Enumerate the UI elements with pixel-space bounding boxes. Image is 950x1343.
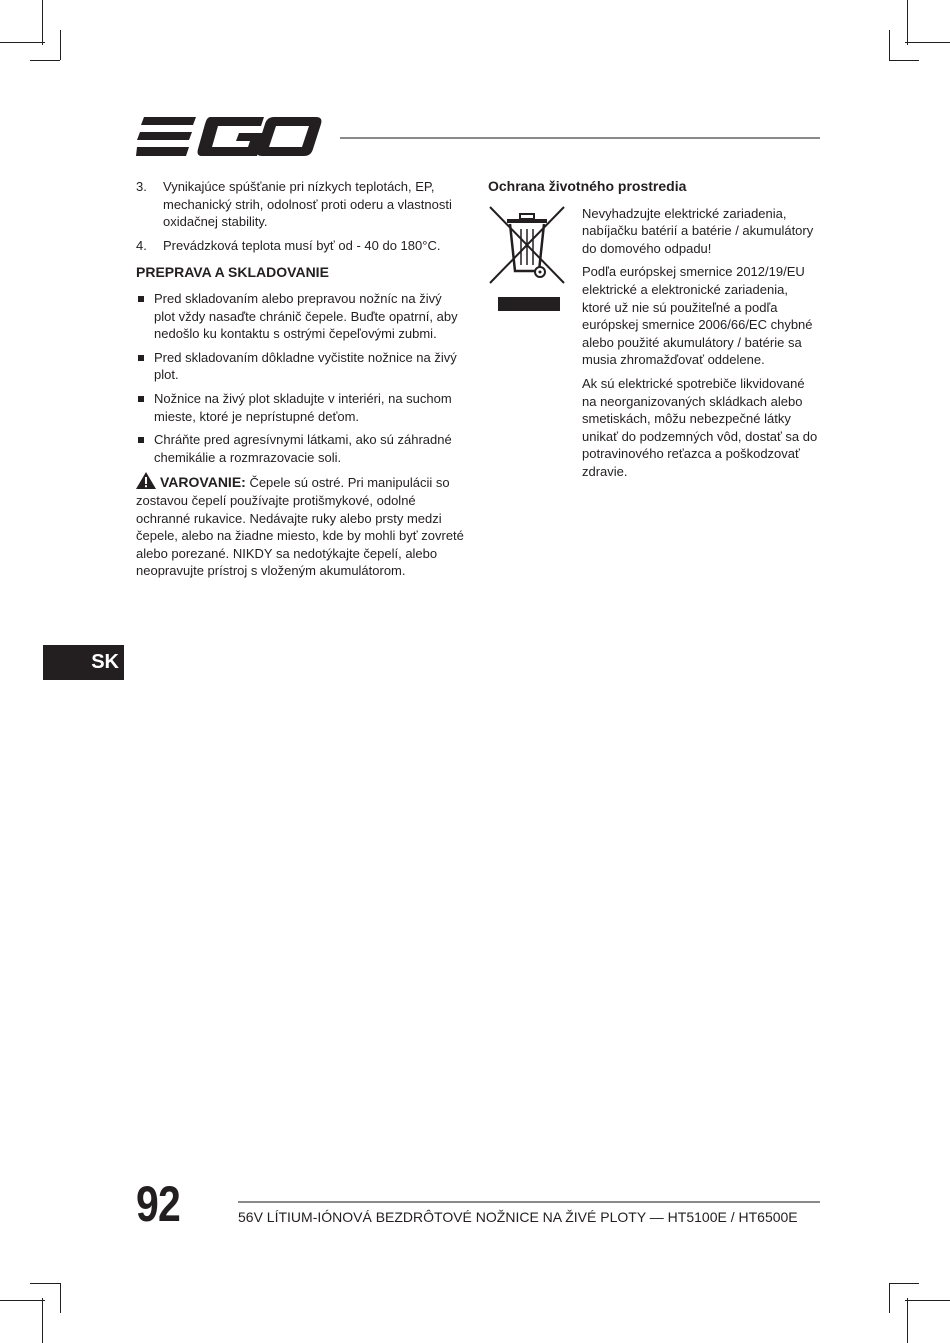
warning-paragraph — [136, 472, 466, 580]
warning-triangle-icon — [136, 472, 156, 489]
crop-mark — [60, 30, 61, 60]
header-rule — [340, 137, 820, 139]
crop-mark — [907, 1298, 908, 1343]
bullet-square-icon — [138, 296, 144, 302]
crop-mark — [889, 30, 890, 60]
bullet-item — [136, 290, 466, 343]
bullet-square-icon — [138, 437, 144, 443]
crop-mark — [42, 0, 43, 45]
footer-title: 56V LÍTIUM-IÓNOVÁ BEZDRÔTOVÉ NOŽNICE NA ŽIVÉ PLOTY — HT5100E / HT6500E — [238, 1209, 798, 1225]
bullet-text: Pred skladovaním alebo prepravou nožníc na živý plot vždy nasaďte chránič čepele. Buďte opatrní, aby nedošlo ku kontaktu s ostrými čepeľovými zubmi. — [154, 290, 458, 342]
crop-mark — [889, 1283, 890, 1313]
crop-mark — [905, 1300, 950, 1301]
warning-label: VAROVANIE: — [160, 474, 246, 491]
weee-bar — [498, 297, 560, 311]
crop-mark — [905, 42, 950, 43]
warning-text: Čepele sú ostré. Pri manipulácii so zostavou čepelí používajte protišmykové, odolné ochranné rukavice. Nedávajte ruky alebo prsty medzi čepele, alebo na žiadne miesto, kde by mohli byť zovreté alebo porezané. NIKDY sa nedotýkajte čepelí, alebo neopravujte prístroj s vloženým akumulátorom. — [136, 475, 464, 579]
bullet-square-icon — [138, 355, 144, 361]
footer-rule — [238, 1201, 820, 1203]
crop-mark — [889, 1283, 919, 1284]
crop-mark — [889, 60, 919, 61]
environment-text — [582, 205, 820, 487]
bullet-text: Nožnice na živý plot skladujte v interiéri, na suchom mieste, ktoré je neprístupné deťom. — [154, 390, 452, 424]
bullet-text: Chráňte pred agresívnymi látkami, ako sú záhradné chemikálie a rozmrazovacie soli. — [154, 432, 452, 465]
right-column — [488, 178, 820, 487]
weee-symbol — [488, 205, 582, 487]
environment-row — [488, 205, 820, 487]
bullet-text: Pred skladovaním dôkladne vyčistite nožnice na živý plot. — [154, 349, 457, 383]
env-paragraph: Ak sú elektrické spotrebiče likvidované na neorganizovaných skládkach alebo smetiskách, môžu nebezpečné látky unikať do podzemných vôd, dostať sa do potravinového reťazca a poškodzovať zdravie. — [582, 375, 818, 479]
crop-mark — [30, 1283, 60, 1284]
item-text: Vynikajúce spúšťanie pri nízkych teplotách, EP, mechanický strih, odolnosť proti oderu a vlastnosti oxidačnej stability. — [163, 179, 452, 230]
item-number: 4. — [136, 237, 147, 253]
crop-mark — [907, 0, 908, 45]
bullet-item — [136, 349, 466, 384]
bullet-item — [136, 431, 466, 466]
item-text: Prevádzková teplota musí byť od - 40 do 180°C. — [163, 237, 441, 253]
numbered-item — [136, 237, 466, 255]
env-paragraph: Nevyhadzujte elektrické zariadenia, nabíjačku batérií a batérie / akumulátory do domového odpadu! — [582, 205, 814, 256]
env-paragraph: Podľa európskej smernice 2012/19/EU elektrické a elektronické zariadenia, ktoré už nie sú použiteľné a podľa európskej smernice 2006/66/EC chybné alebo použité akumulátory / batérie sa musia zhromažďovať oddelene. — [582, 264, 813, 368]
bullet-square-icon — [138, 396, 144, 402]
crop-mark — [0, 42, 45, 43]
environment-title: Ochrana životného prostredia — [488, 178, 687, 194]
crop-mark — [42, 1298, 43, 1343]
crop-mark — [30, 60, 60, 61]
bullet-item — [136, 390, 466, 425]
crop-mark — [60, 1283, 61, 1313]
left-column — [136, 178, 466, 580]
crossed-bin-icon — [488, 205, 568, 285]
language-tab: SK — [43, 645, 124, 680]
item-number: 3. — [136, 179, 147, 194]
crop-mark — [0, 1300, 45, 1301]
numbered-item — [136, 178, 466, 231]
section-title: PREPRAVA A SKLADOVANIE — [136, 264, 329, 281]
page-number: 92 — [136, 1176, 180, 1232]
ego-logo — [136, 116, 322, 158]
